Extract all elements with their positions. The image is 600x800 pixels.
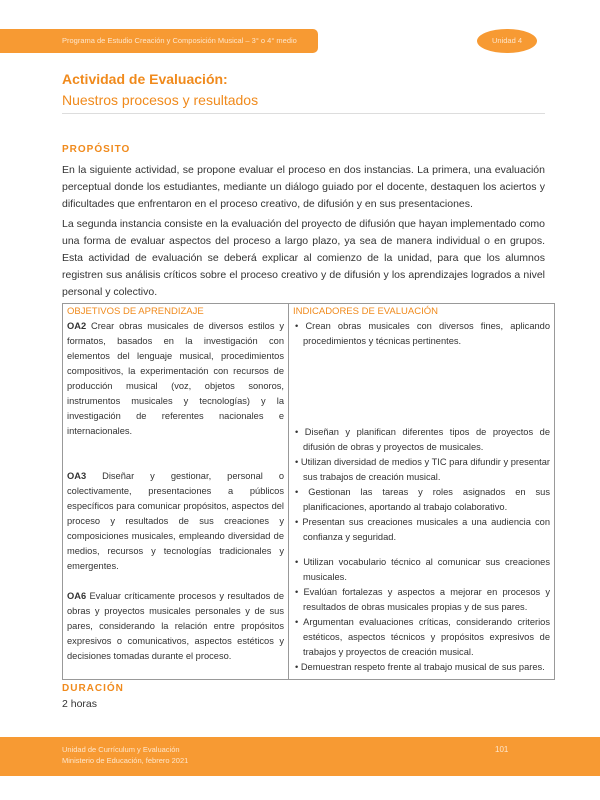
duracion-value: 2 horas: [62, 698, 98, 710]
content: [62, 143, 555, 713]
indicator-item: • Evalúan fortalezas y aspectos a mejorar en procesos y resultados de obras musicales propias y de sus pares.: [293, 585, 550, 615]
oa-item: [67, 319, 284, 439]
indicator-item: • Utilizan diversidad de medios y TIC para difundir y presentar sus trabajos de creación musical.: [293, 455, 550, 485]
duracion-heading: DURACIÓN: [62, 683, 124, 694]
indicator-list: [293, 425, 550, 545]
footer: [0, 737, 600, 776]
oa-text: Diseñar y gestionar, personal o colectivamente, presentaciones a públicos específicos para comunicar propósitos, aspectos del proceso y resultados de sus creaciones y composiciones musicales, empleando diversidad de medios, recursos y tecnologías tradicionales y emergentes.: [67, 471, 284, 571]
oa-code: OA6: [67, 591, 87, 601]
proposito-paragraph-1: En la siguiente actividad, se propone evaluar el proceso en dos instancias. La primera, una evaluación perceptual donde los estudiantes, mediante un diálogo guiado por el docente, destaquen los aciertos y dificultades que enfrentaron en el proceso creativo, de difusión y en sus presentaciones.: [62, 164, 545, 210]
indicator-list: [293, 319, 550, 349]
indicator-list: [293, 555, 550, 675]
page-number: 101: [495, 745, 509, 754]
indicators-cell: [289, 319, 555, 680]
footer-line-2: Ministerio de Educación, febrero 2021: [62, 756, 189, 765]
oa-text: Crear obras musicales de diversos estilos y formatos, basados en la investigación con elementos del lenguaje musical, procedimientos compositivos, la experimentación con recursos de producción musical (voz, objetos sonoros, instrumentos musicales y tecnologías) y la investigación de referentes nacionales e internacionales.: [67, 321, 284, 436]
program-title: Programa de Estudio Creación y Composición Musical – 3° o 4° medio: [62, 36, 297, 45]
indicator-item: • Demuestran respeto frente al trabajo musical de sus pares.: [293, 660, 550, 675]
unit-badge: Unidad 4: [477, 29, 537, 53]
objectives-cell: [63, 319, 289, 680]
page-subtitle: Nuestros procesos y resultados: [62, 92, 259, 108]
oa-text: Evaluar críticamente procesos y resultados de obras y proyectos musicales personales y de sus pares, considerando la relación entre propósitos expresivos o comunicativos, aspectos estéticos y decisiones tomadas durante el proceso.: [67, 591, 284, 661]
indicator-item: • Crean obras musicales con diversos fines, aplicando procedimientos y técnicas pertinentes.: [293, 319, 550, 349]
oa-item: [67, 589, 284, 664]
col-header-objetivos: OBJETIVOS DE APRENDIZAJE: [63, 304, 289, 320]
page-title: Actividad de Evaluación:: [62, 71, 228, 87]
footer-line-1: Unidad de Currículum y Evaluación: [62, 745, 180, 754]
oa-item: [67, 469, 284, 574]
oa-code: OA3: [67, 471, 87, 481]
oa-code: OA2: [67, 321, 87, 331]
divider: [62, 113, 545, 114]
objectives-table: [62, 303, 555, 680]
indicator-item: • Diseñan y planifican diferentes tipos de proyectos de difusión de obras y proyectos de musicales.: [293, 425, 550, 455]
header-banner: [0, 29, 318, 53]
indicator-item: • Gestionan las tareas y roles asignados en sus planificaciones, aportando al trabajo colaborativo.: [293, 485, 550, 515]
indicator-item: • Presentan sus creaciones musicales a una audiencia con confianza y seguridad.: [293, 515, 550, 545]
proposito-heading: PROPÓSITO: [62, 144, 131, 155]
indicator-item: • Utilizan vocabulario técnico al comunicar sus creaciones musicales.: [293, 555, 550, 585]
indicator-item: • Argumentan evaluaciones críticas, considerando criterios estéticos, aspectos técnicos y propósitos expresivos de trabajos y proyectos de creación musical.: [293, 615, 550, 660]
proposito-paragraph-2: La segunda instancia consiste en la evaluación del proyecto de difusión que hayan implementado como una forma de evaluar aspectos del proceso a largo plazo, ya sea de manera individual o en grupos. Esta actividad de evaluación se deberá explicar al comienzo de la unidad, para que los alumnos registren sus análisis críticos sobre el proceso creativo y de difusión y los aprendizajes logrados a nivel personal y colectivo.: [62, 218, 545, 298]
col-header-indicadores: INDICADORES DE EVALUACIÓN: [289, 304, 555, 320]
